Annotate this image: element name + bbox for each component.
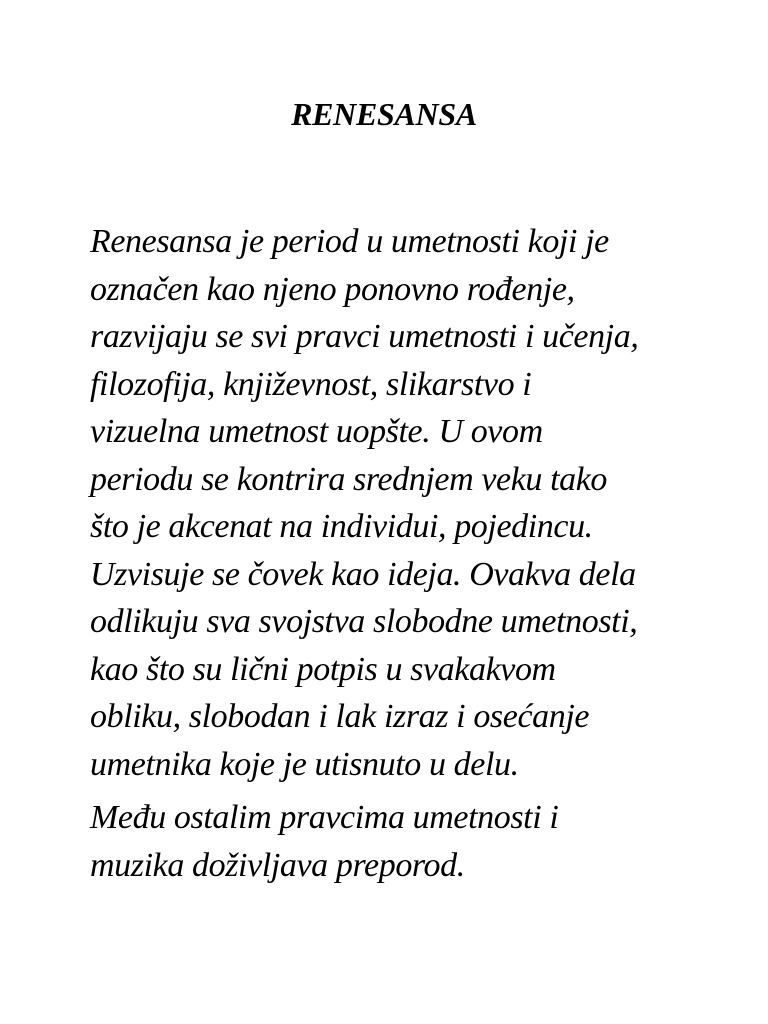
text-line: što je akcenat na individui, pojedincu. <box>90 508 593 545</box>
text-line: obliku, slobodan i lak izraz i osećanje <box>90 698 590 735</box>
text-line: označen kao njeno ponovno rođenje, <box>90 270 575 308</box>
text-line: kao što su lični potpis u svakakvom <box>90 650 556 688</box>
text-line: vizuelna umetnost uopšte. U ovom <box>90 413 543 450</box>
text-line: muzika doživljava preporod. <box>90 846 465 884</box>
text-line: umetnika koje je utisnuto u delu. <box>90 745 519 783</box>
text-line: Renesansa je period u umetnosti koji je <box>90 223 609 260</box>
paragraph-1 <box>90 218 710 788</box>
paragraph-2 <box>90 794 710 889</box>
document-body <box>90 218 710 889</box>
text-line: filozofija, književnost, slikarstvo i <box>90 365 532 403</box>
page-title: RENESANSA <box>291 96 477 132</box>
text-line: periodu se kontrira srednjem veku tako <box>90 460 608 498</box>
text-line: razvijaju se svi pravci umetnosti i učenja, <box>90 318 639 355</box>
text-line: Uzvisuje se čovek kao ideja. Ovakva dela <box>90 555 636 593</box>
text-line: Među ostalim pravcima umetnosti i <box>90 799 559 836</box>
text-line: odlikuju sva svojstva slobodne umetnosti, <box>90 603 638 640</box>
